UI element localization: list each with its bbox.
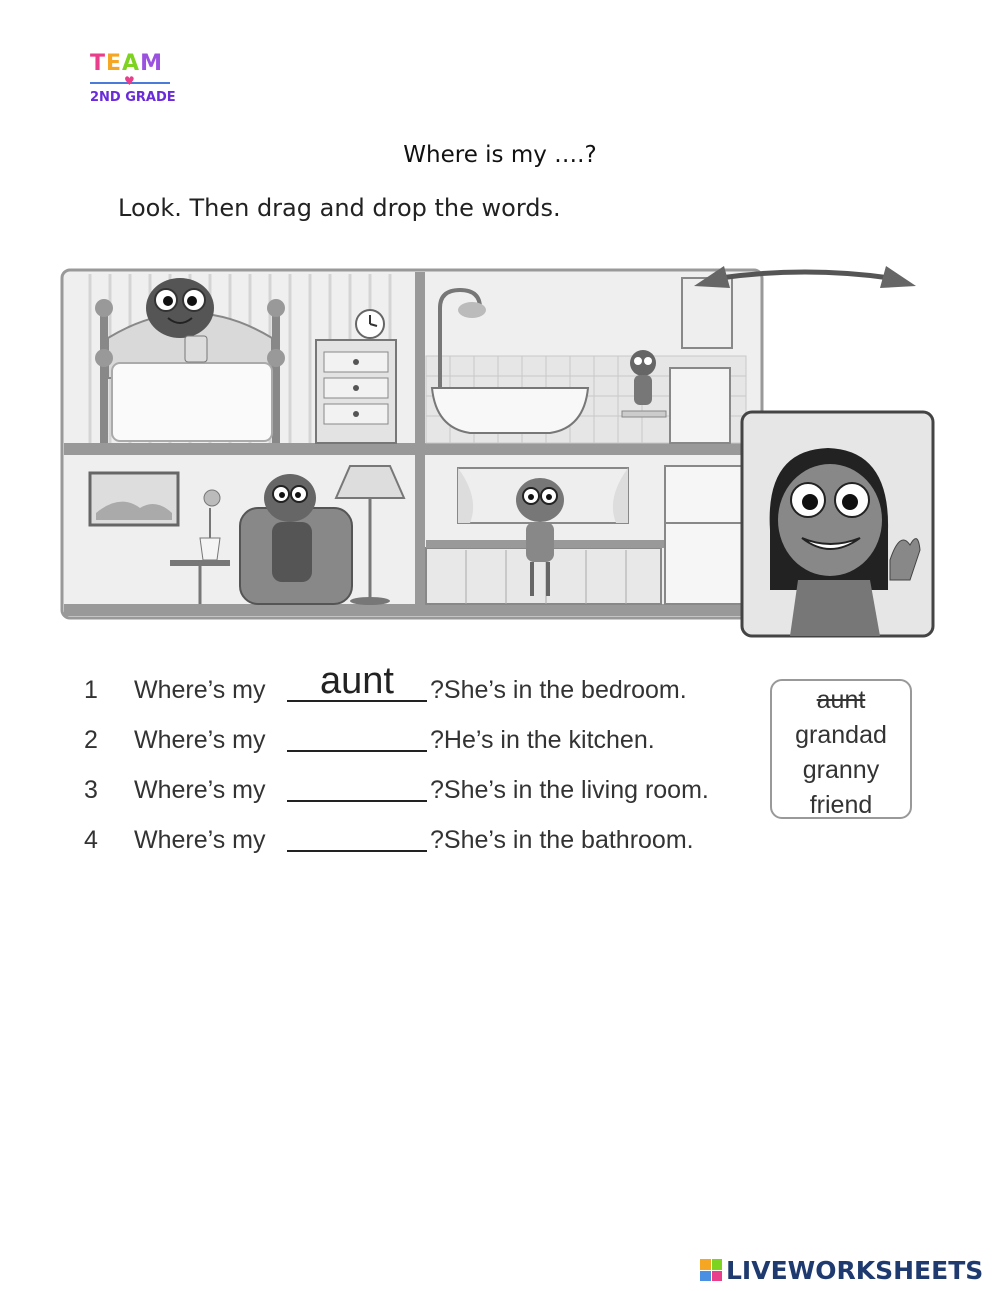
question-number: 4 xyxy=(84,826,98,854)
house-illustration xyxy=(60,268,765,620)
word-grandad[interactable]: grandad xyxy=(795,721,887,749)
answer-drop-zone-4[interactable] xyxy=(287,810,427,852)
liveworksheets-brand xyxy=(700,1255,983,1285)
question-prefix: Where’s my xyxy=(134,826,266,854)
word-bank xyxy=(770,679,912,819)
alarm-clock-icon xyxy=(356,310,384,338)
question-prefix: Where’s my xyxy=(134,726,266,754)
answer-drop-zone-2[interactable] xyxy=(287,710,427,752)
instruction-text: Look. Then drag and drop the words. xyxy=(118,194,561,222)
answer-drop-zone-1[interactable]: aunt xyxy=(287,660,427,702)
friend-portrait xyxy=(740,410,935,638)
double-arrow-icon xyxy=(690,260,920,300)
word-granny[interactable]: granny xyxy=(802,756,880,784)
fridge xyxy=(665,466,745,604)
answer-drop-zone-3[interactable] xyxy=(287,760,427,802)
liveworksheets-logo-icon xyxy=(700,1259,722,1281)
brand-text: LIVEWORKSHEETS xyxy=(726,1255,984,1285)
question-suffix: ?She’s in the bathroom. xyxy=(430,826,694,854)
question-number: 2 xyxy=(84,726,98,754)
question-suffix: ?She’s in the living room. xyxy=(430,776,709,804)
picture-frame xyxy=(90,473,178,525)
question-suffix: ?He’s in the kitchen. xyxy=(430,726,655,754)
question-number: 3 xyxy=(84,776,98,804)
question-prefix: Where’s my xyxy=(134,676,266,704)
page-title: Where is my ….? xyxy=(403,142,597,168)
logo-team-text: TEAM xyxy=(90,51,163,76)
logo-grade-text: 2ND GRADE xyxy=(90,90,176,105)
chest-of-drawers xyxy=(316,340,396,443)
team-2nd-grade-logo xyxy=(90,52,180,122)
question-suffix: ?She’s in the bedroom. xyxy=(430,676,687,704)
question-prefix: Where’s my xyxy=(134,776,266,804)
question-number: 1 xyxy=(84,676,98,704)
logo-arrow-icon: ♥ xyxy=(90,78,170,88)
word-friend[interactable]: friend xyxy=(809,791,873,819)
word-aunt[interactable]: aunt xyxy=(816,686,866,714)
